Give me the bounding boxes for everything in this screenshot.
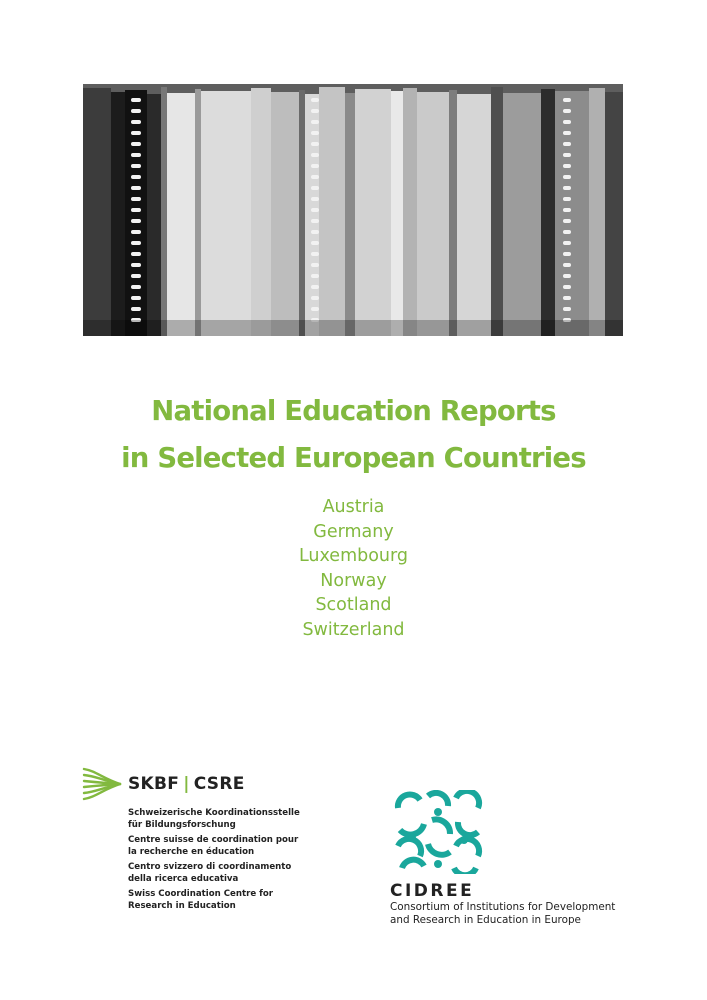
binding-coil xyxy=(311,307,319,311)
binding-coil xyxy=(131,307,141,311)
binding-coil xyxy=(563,219,571,223)
book-spine xyxy=(355,89,391,336)
binding-coil xyxy=(311,252,319,256)
binding-coil xyxy=(131,296,141,300)
binding-coil xyxy=(131,175,141,179)
book-spine xyxy=(147,94,161,336)
country-item: Luxembourg xyxy=(298,546,409,567)
cidree-subtitle-1: Consortium of Institutions for Development xyxy=(390,901,616,913)
title-line-2: in Selected European Countries xyxy=(121,442,586,474)
binding-coil xyxy=(311,109,319,113)
binding-coil xyxy=(311,274,319,278)
binding-coil xyxy=(131,219,141,223)
skbf-wordmark: SKBF | CSRE xyxy=(128,774,245,794)
binding-coil xyxy=(311,142,319,146)
report-title xyxy=(0,388,707,482)
book-spine xyxy=(403,88,417,336)
skbf-arrow-logo-icon xyxy=(82,767,122,801)
book-spine xyxy=(111,92,125,336)
book-spine xyxy=(251,88,271,336)
binding-coil xyxy=(311,98,319,102)
binding-coil xyxy=(563,285,571,289)
binding-coil xyxy=(131,164,141,168)
book-spine xyxy=(83,88,111,336)
binding-coil xyxy=(311,186,319,190)
binding-coil xyxy=(131,263,141,267)
cidree-subtitle-2: and Research in Education in Europe xyxy=(390,914,581,926)
binding-coil xyxy=(563,296,571,300)
binding-coil xyxy=(563,153,571,157)
bookshelf-photo xyxy=(83,84,623,336)
cidree-logo-block xyxy=(390,790,690,927)
binding-coil xyxy=(311,296,319,300)
country-item: Austria xyxy=(322,497,385,517)
cidree-wordmark: CIDREE xyxy=(390,881,475,901)
binding-coil xyxy=(131,142,141,146)
binding-coil xyxy=(131,285,141,289)
binding-coil xyxy=(131,208,141,212)
binding-coil xyxy=(311,153,319,157)
binding-coil xyxy=(311,164,319,168)
book-spine xyxy=(345,93,355,336)
binding-coil xyxy=(311,120,319,124)
book-spine xyxy=(449,90,457,336)
book-spine xyxy=(503,93,541,336)
country-item: Norway xyxy=(320,570,387,591)
binding-coil xyxy=(311,208,319,212)
binding-coil xyxy=(311,131,319,135)
binding-coil xyxy=(563,164,571,168)
shelf-shadow xyxy=(83,320,623,336)
binding-coil xyxy=(563,230,571,234)
binding-coil xyxy=(311,230,319,234)
skbf-description: Schweizerische Koordinationsstelle für Bildungsforschung Centre suisse de coordination pour la recherche en éducation Centro svizzero di coordinamento della ricerca educativa Swiss Coordination Centre for Research in Education xyxy=(128,808,300,911)
book-spine xyxy=(457,94,491,336)
binding-coil xyxy=(563,120,571,124)
binding-coil xyxy=(311,285,319,289)
binding-coil xyxy=(563,142,571,146)
title-line-1: National Education Reports xyxy=(151,395,556,427)
binding-coil xyxy=(131,197,141,201)
book-spine xyxy=(589,88,605,336)
book-spine xyxy=(161,87,167,336)
binding-coil xyxy=(563,186,571,190)
binding-coil xyxy=(131,131,141,135)
binding-coil xyxy=(563,263,571,267)
binding-coil xyxy=(131,98,141,102)
book-spine xyxy=(167,93,195,336)
book-spine xyxy=(491,87,503,336)
binding-coil xyxy=(311,241,319,245)
country-list xyxy=(0,495,707,643)
binding-coil xyxy=(563,98,571,102)
binding-coil xyxy=(131,109,141,113)
binding-coil xyxy=(311,197,319,201)
binding-coil xyxy=(563,197,571,201)
binding-coil xyxy=(311,219,319,223)
binding-coil xyxy=(131,120,141,124)
binding-coil xyxy=(563,208,571,212)
binding-coil xyxy=(311,175,319,179)
book-spine xyxy=(605,92,623,336)
binding-coil xyxy=(563,241,571,245)
binding-coil xyxy=(563,175,571,179)
binding-coil xyxy=(131,230,141,234)
book-spine xyxy=(299,90,305,336)
bookshelf-image xyxy=(83,84,623,336)
binding-coil xyxy=(311,263,319,267)
country-item: Germany xyxy=(313,521,394,542)
binding-coil xyxy=(563,109,571,113)
binding-coil xyxy=(563,252,571,256)
skbf-logo-block xyxy=(82,764,312,912)
binding-coil xyxy=(131,241,141,245)
book-spine xyxy=(541,89,555,336)
binding-coil xyxy=(563,131,571,135)
binding-coil xyxy=(131,186,141,190)
binding-coil xyxy=(131,252,141,256)
binding-coil xyxy=(131,274,141,278)
book-spine xyxy=(319,87,345,336)
binding-coil xyxy=(131,153,141,157)
country-item: Scotland xyxy=(315,595,392,616)
book-spine xyxy=(201,91,251,336)
binding-coil xyxy=(563,307,571,311)
cidree-pattern-logo-icon xyxy=(392,790,484,874)
binding-coil xyxy=(563,274,571,278)
book-spine xyxy=(391,91,403,336)
country-item: Switzerland xyxy=(302,619,405,640)
book-spine xyxy=(271,92,299,336)
book-spine xyxy=(417,92,449,336)
book-spine xyxy=(555,91,589,336)
book-spine xyxy=(195,89,201,336)
